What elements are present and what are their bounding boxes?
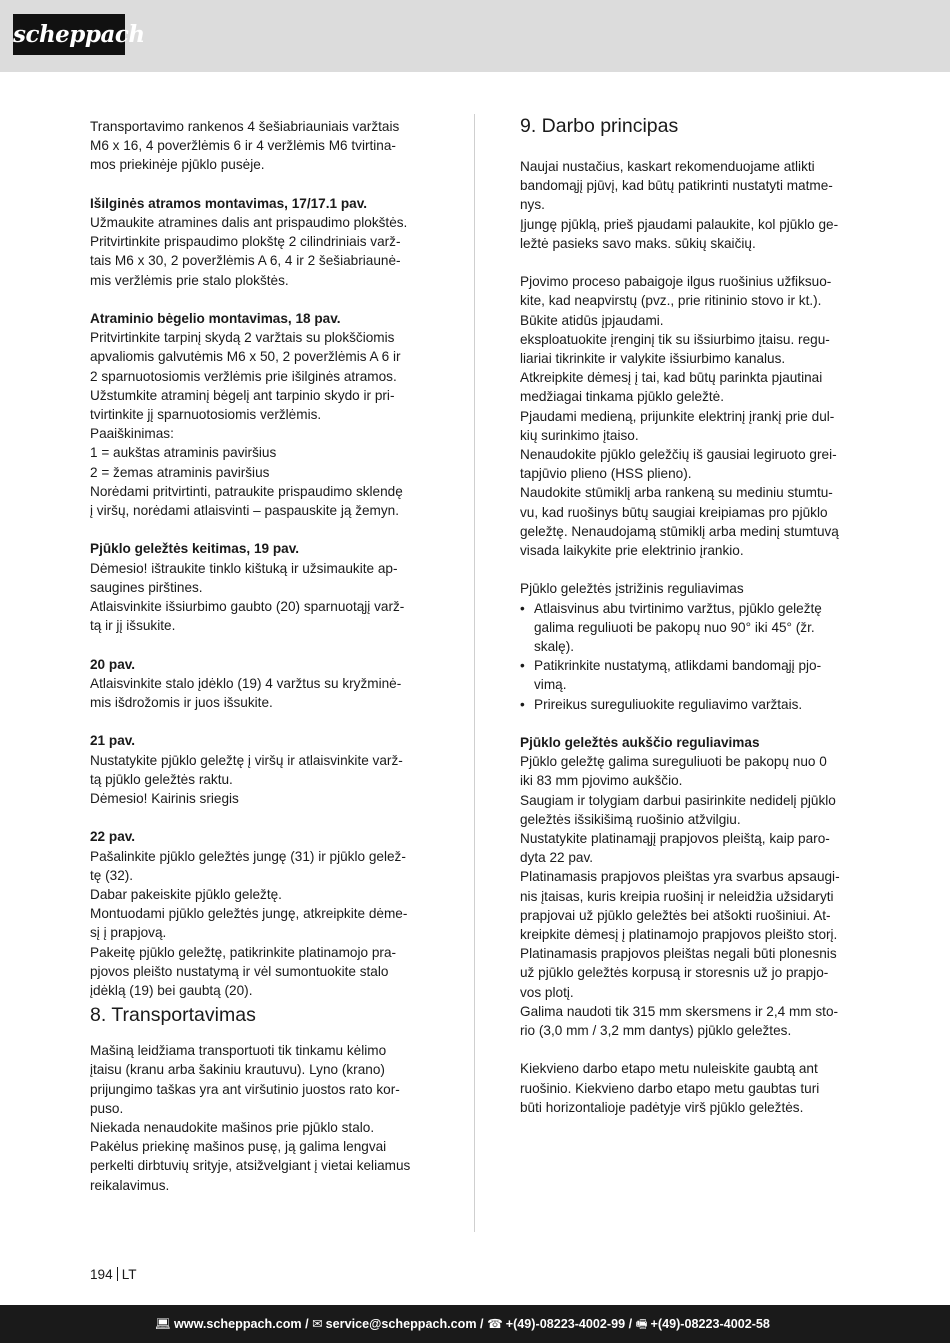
paragraph-22-pav: Pašalinkite pjūklo geležtės jungę (31) ir pjūklo gelež- tę (32). Dabar pakeiskite pjūklo geležtę. Montuodami pjūklo geležtės jungę, atkreipkite dėme- sį į prapjovą. Pakeitę pjūklo geležtę, patikrinkite platinamojo pra- pjovos pleišto nustatymą ir vėl sumontuokite stalo įdėklą (19) bei gaubtą (20). — [90, 848, 408, 999]
phone-icon: ☎ — [487, 1317, 503, 1331]
laptop-icon: 💻︎ — [155, 1317, 171, 1331]
email-icon: ✉ — [312, 1317, 323, 1331]
fax-icon: 🖷︎ — [635, 1317, 648, 1331]
heading-22-pav: 22 pav. — [90, 829, 136, 845]
list-item: • Prireikus sureguliuokite reguliavimo varžtais. — [520, 696, 803, 712]
paragraph-20-pav: Atlaisvinkite stalo įdėklo (19) 4 varžtus su kryžminė- mis išdrožomis ir juos išsukite. — [90, 675, 402, 711]
scheppach-logo[interactable]: scheppach — [13, 14, 125, 55]
paragraph-pjovimo-procesas: Pjovimo proceso pabaigoje ilgus ruošinius užfiksuo- kite, kad neapvirstų (pvz., prie ritininio stovo ir kt.). Būkite atidūs įpjaudami. eksploatuokite įrenginį tik su išsiurbimo įtaisu. regu- liariai tikrinkite ir valykite išsiurbimo kanalus. Atkreipkite dėmesį į tai, kad būtų parinkta pjautinai medžiagai tinkama pjūklo geležtė. Pjaudami medieną, prijunkite elektrinį įrankį prie dul- kių surinkimo įtaiso. Nenaudokite pjūklo geležčių iš gausiai legiruoto grei- tapjūvio plieno (HSS plieno). Naudokite stūmiklį arba rankeną su mediniu stumtu- vu, kad ruošinys būtų saugiai kreipiamas pro pjūklo geležtę. Nenaudojamą stūmiklį arba medinį stumtuvą visada laikykite prie elektrinio įrankio. — [520, 274, 839, 559]
footer-fax[interactable]: +(49)-08223-4002-58 — [650, 1317, 770, 1331]
heading-geleztes-keitimas: Pjūklo geležtės keitimas, 19 pav. — [90, 541, 300, 557]
paragraph-aukscio-reguliavimas: Pjūklo geležtę galima sureguliuoti be pakopų nuo 0 iki 83 mm pjovimo aukščio. Saugiam ir tolygiam darbui pasirinkite nedidelį pjūklo geležtės išsikišimą ruošinio atžvilgiu. Nustatykite platinamąjį prapjovos pleištą, kaip paro- dyta 22 pav. Platinamasis prapjovos pleištas yra svarbus apsaugi- nis įtaisas, kuris kreipia ruošinį ir neleidžia užsidaryti prapjovai už pjūklo geležtės bei atšokti ruošiniui. At- kreipkite dėmesį į platinamojo prapjovos pleišto storį. Platinamasis prapjovos pleištas negali būti plonesnis už pjūklo geležtės korpusą ir storesnis už jo prapjo- vos plotį. Galima naudoti tik 315 mm skersmens ir 2,4 mm sto- rio (3,0 mm / 3,2 mm dantys) pjūklo geležtes. — [520, 754, 840, 1039]
paragraph-21-pav: Nustatykite pjūklo geležtę į viršų ir atlaisvinkite varž- tą pjūklo geležtės raktu. Dėmesio! Kairinis sriegis — [90, 752, 403, 807]
page-number-value: 194 — [90, 1267, 113, 1282]
heading-aukscio-reguliavimas: Pjūklo geležtės aukščio reguliavimas — [520, 735, 760, 751]
paragraph-darbo-principas: Naujai nustačius, kaskart rekomenduojame atlikti bandomąjį pjūvį, kad būtų patikrinti nustatyti matme- nys. Įjungę pjūklą, prieš pjaudami palaukite, kol pjūklo ge- ležtė pasieks savo maks. sūkių skaičių. — [520, 159, 839, 251]
section-heading-transportavimas: 8. Transportavimas — [90, 1004, 256, 1027]
paragraph-gaubtas: Kiekvieno darbo etapo metu nuleiskite gaubtą ant ruošinio. Kiekvieno darbo etapo metu gaubtas turi būti horizontalioje padėtyje virš pjūklo geležtės. — [520, 1061, 820, 1115]
paragraph-geleztes-keitimas: Dėmesio! ištraukite tinklo kištuką ir užsimaukite ap- saugines pirštines. Atlaisvinkite išsiurbimo gaubto (20) sparnuotąjį varž- tą ir jį išsukite. — [90, 560, 405, 634]
list-item: • Atlaisvinus abu tvirtinimo varžtus, pjūklo geležtę galima reguliuoti be pakopų nuo 90° iki 45° (žr. skalę). — [520, 600, 822, 655]
section-heading-darbo-principas: 9. Darbo principas — [520, 115, 679, 137]
paragraph-transport-handles: Transportavimo rankenos 4 šešiabriauniais varžtais M6 x 16, 4 poveržlėmis 6 ir 4 veržlėmis M6 tvirtina- mos priekinėje pjūklo pusėje. — [90, 119, 400, 173]
right-column — [520, 117, 860, 1117]
footer-separator: / — [625, 1317, 636, 1331]
left-column — [90, 117, 430, 1195]
footer-website-link[interactable]: www.scheppach.com — [174, 1317, 302, 1331]
paragraph-isilgines-atramos: Užmaukite atramines dalis ant prispaudimo plokštės. Pritvirtinkite prispaudimo plokštę 2 cilindriniais varž- tais M6 x 30, 2 poveržlėmis A 6, 4 ir 2 šešiabriaunė- mis veržlėmis prie stalo plokštės. — [90, 215, 408, 288]
list-item: • Patikrinkite nustatymą, atlikdami bandomąjį pjo- vimą. — [520, 658, 822, 693]
bullet-list-istrizinis — [520, 599, 860, 714]
heading-20-pav: 20 pav. — [90, 656, 136, 672]
footer-separator: / — [301, 1317, 313, 1331]
page-number — [90, 1265, 137, 1284]
page-separator — [117, 1267, 118, 1281]
heading-21-pav: 21 pav. — [90, 733, 136, 749]
page-language: LT — [121, 1267, 137, 1282]
paragraph-atraminio-begelio: Pritvirtinkite tarpinį skydą 2 varžtais su plokščiomis apvaliomis galvutėmis M6 x 50, 2 poveržlėmis A 6 ir 2 sparnuotosiomis veržlėmis prie išilginės atramos. Užstumkite atraminį bėgelį ant tarpinio skydo ir pri- tvirtinkite jį sparnuotosiomis veržlėmis. Paaiškinimas: 1 = aukštas atraminis paviršius 2 = žemas atraminis paviršius Norėdami pritvirtinti, patraukite prispaudimo sklendę į viršų, norėdami atlaisvinti – paspauskite ją žemyn. — [90, 330, 403, 519]
heading-isilgines-atramos: Išilginės atramos montavimas, 17/17.1 pav. — [90, 195, 368, 211]
heading-atraminio-begelio: Atraminio bėgelio montavimas, 18 pav. — [90, 311, 341, 326]
footer-phone[interactable]: +(49)-08223-4002-99 — [505, 1317, 626, 1331]
paragraph-transportavimas: Mašiną leidžiama transportuoti tik tinkamu kėlimo įtaisu (kranu arba šakiniu krautuvu). Lyno (krano) prijungimo taškas yra ant viršutinio juostos rato kor- puso. Niekada nenaudokite mašinos prie pjūklo stalo. Pakėlus priekinę mašinos pusę, ją galima lengvai perkelti dirbtuvių srityje, atsižvelgiant į vietai keliamus reikalavimus. — [90, 1043, 411, 1193]
footer-bar — [0, 1305, 950, 1343]
paragraph-istrizinis-title: Pjūklo geležtės įstrižinis reguliavimas — [520, 581, 744, 597]
footer-email-link[interactable]: service@scheppach.com — [325, 1317, 477, 1331]
footer-separator: / — [476, 1317, 488, 1331]
column-divider — [474, 114, 475, 1232]
header-band — [0, 0, 950, 72]
